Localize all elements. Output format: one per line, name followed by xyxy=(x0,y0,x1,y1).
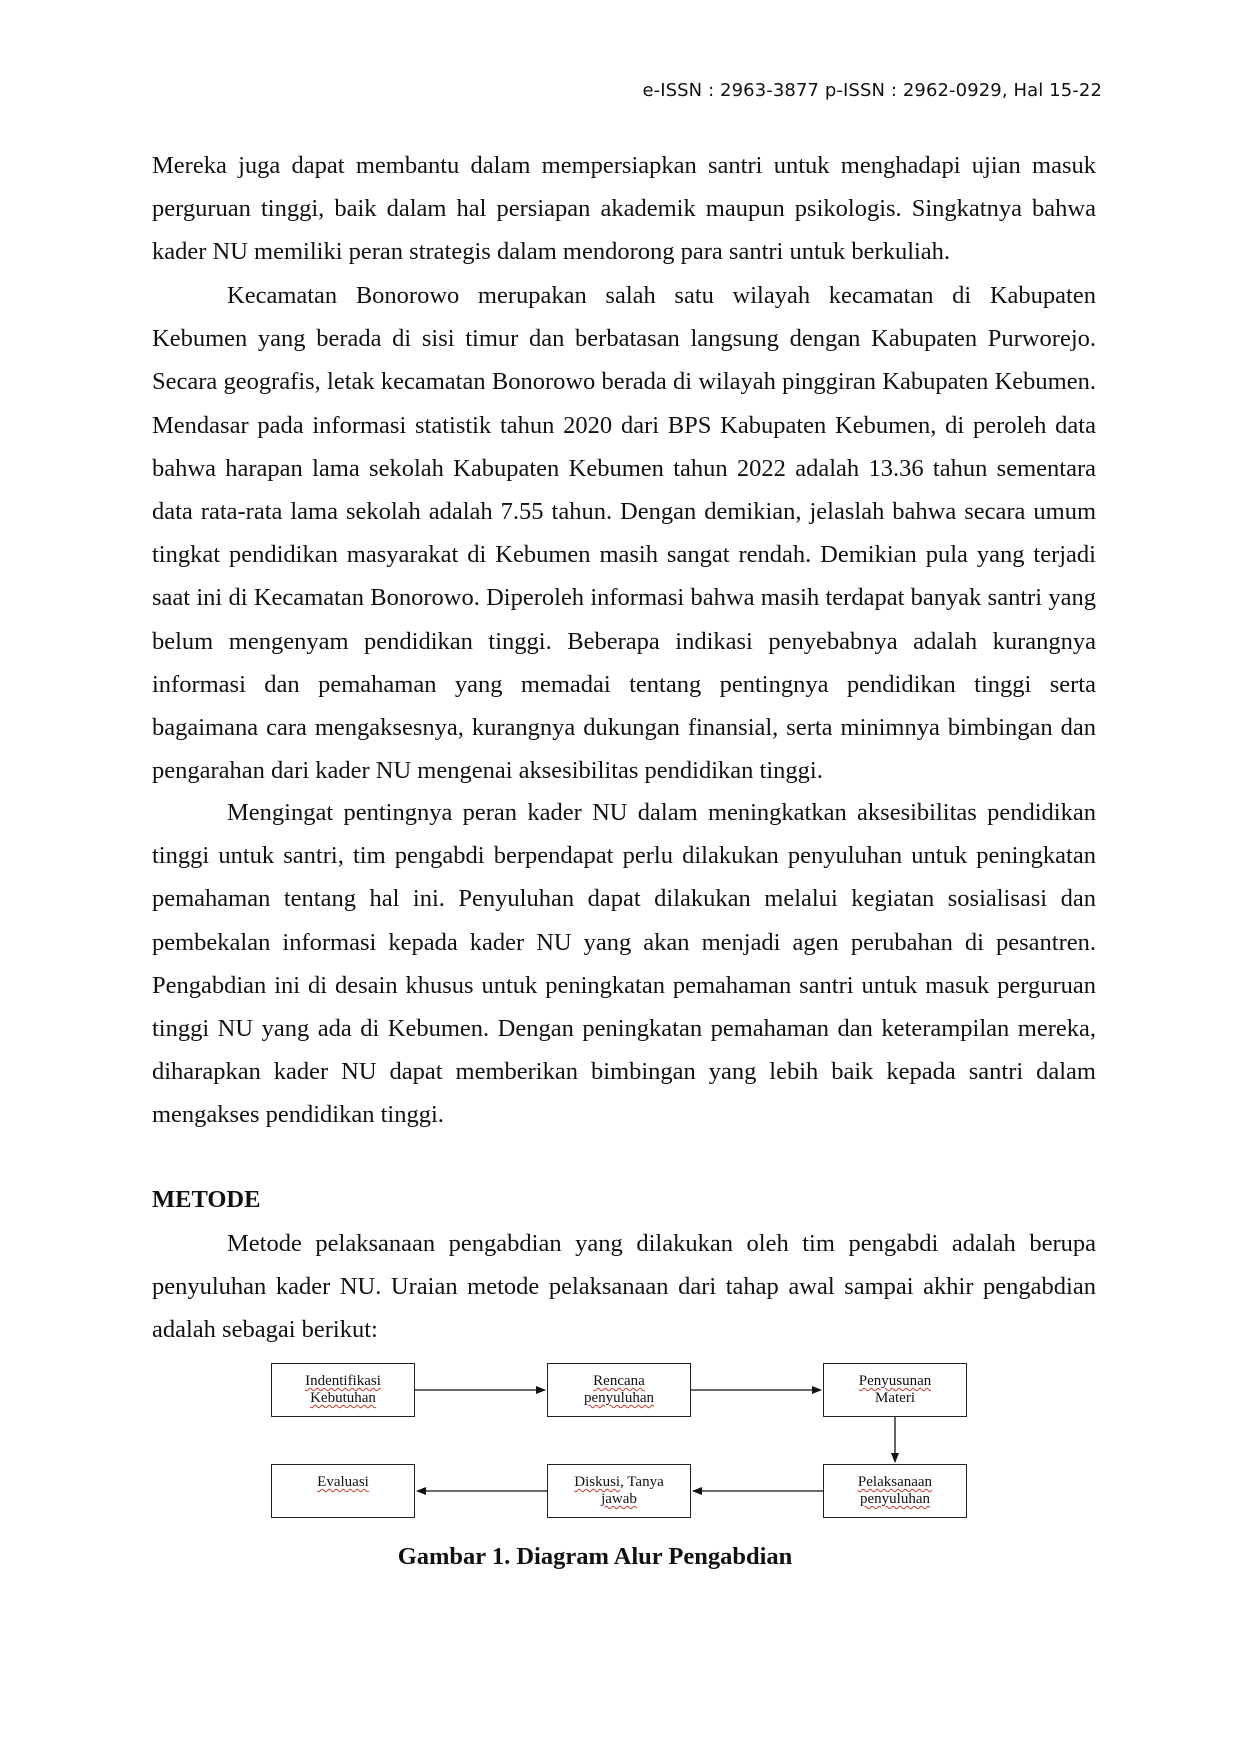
journal-header: e-ISSN : 2963-3877 p-ISSN : 2962-0929, Hal 15-22 xyxy=(642,80,1102,101)
box-diskusi-tanya-jawab xyxy=(547,1464,691,1518)
box-rencana-line2: penyuluhan xyxy=(584,1390,654,1406)
box-diskusi-line1b: , Tanya xyxy=(620,1474,664,1490)
paragraph-3: Mengingat pentingnya peran kader NU dalam meningkatkan aksesibilitas pendidikan tinggi untuk santri, tim pengabdi berpendapat perlu dilakukan penyuluhan untuk peningkatan pemahaman tentang hal ini. Penyuluhan dapat dilakukan melalui kegiatan sosialisasi dan pembekalan informasi kepada kader NU yang akan menjadi agen perubahan di pesantren. Pengabdian ini di desain khusus untuk peningkatan pemahaman santri untuk masuk perguruan tinggi NU yang ada di Kebumen. Dengan peningkatan pemahaman dan keterampilan mereka, diharapkan kader NU dapat memberikan bimbingan yang lebih baik kepada santri dalam mengakses pendidikan tinggi. xyxy=(152,799,1096,1129)
box-penyusunan-materi xyxy=(823,1363,967,1417)
section-heading-metode: METODE xyxy=(152,1186,261,1213)
box-penyusunan-line2: Materi xyxy=(875,1390,915,1406)
box-identifikasi-line2: Kebutuhan xyxy=(310,1390,376,1406)
box-diskusi-line1a: Diskusi xyxy=(574,1474,621,1490)
box-penyusunan-line1: Penyusunan xyxy=(858,1373,932,1389)
box-evaluasi xyxy=(271,1464,415,1518)
box-pelaksanaan-penyuluhan xyxy=(823,1464,967,1518)
box-identifikasi-line1: Indentifikasi xyxy=(305,1373,381,1389)
figure-caption: Gambar 1. Diagram Alur Pengabdian xyxy=(397,1543,793,1570)
box-pelaksanaan-line2: penyuluhan xyxy=(860,1491,930,1507)
paragraph-1: Mereka juga dapat membantu dalam mempersiapkan santri untuk menghadapi ujian masuk perguruan tinggi, baik dalam hal persiapan akademik maupun psikologis. Singkatnya bahwa kader NU memiliki peran strategis dalam mendorong para santri untuk berkuliah. xyxy=(152,152,1096,266)
box-evaluasi-line1: Evaluasi xyxy=(317,1474,369,1490)
paragraph-4: Metode pelaksanaan pengabdian yang dilakukan oleh tim pengabdi adalah berupa penyuluhan kader NU. Uraian metode pelaksanaan dari tahap awal sampai akhir pengabdian adalah sebagai berikut: xyxy=(152,1230,1096,1344)
paragraph-2: Kecamatan Bonorowo merupakan salah satu wilayah kecamatan di Kabupaten Kebumen yang berada di sisi timur dan berbatasan langsung dengan Kabupaten Purworejo. Secara geografis, letak kecamatan Bonorowo berada di wilayah pinggiran Kabupaten Kebumen. Mendasar pada informasi statistik tahun 2020 dari BPS Kabupaten Kebumen, di peroleh data bahwa harapan lama sekolah Kabupaten Kebumen tahun 2022 adalah 13.36 tahun sementara data rata-rata lama sekolah adalah 7.55 tahun. Dengan demikian, jelaslah bahwa secara umum tingkat pendidikan masyarakat di Kebumen masih sangat rendah. Demikian pula yang terjadi saat ini di Kecamatan Bonorowo. Diperoleh informasi bahwa masih terdapat banyak santri yang belum mengenyam pendidikan tinggi. Beberapa indikasi penyebabnya adalah kurangnya informasi dan pemahaman yang memadai tentang pentingnya pendidikan tinggi serta bagaimana cara mengaksesnya, kurangnya dukungan finansial, serta minimnya bimbingan dan pengarahan dari kader NU mengenai aksesibilitas pendidikan tinggi. xyxy=(152,282,1096,785)
box-identifikasi-kebutuhan xyxy=(271,1363,415,1417)
box-pelaksanaan-line1: Pelaksanaan xyxy=(857,1474,933,1490)
box-diskusi-line2: jawab xyxy=(601,1491,637,1507)
box-rencana-penyuluhan xyxy=(547,1363,691,1417)
box-rencana-line1: Rencana xyxy=(593,1373,645,1389)
